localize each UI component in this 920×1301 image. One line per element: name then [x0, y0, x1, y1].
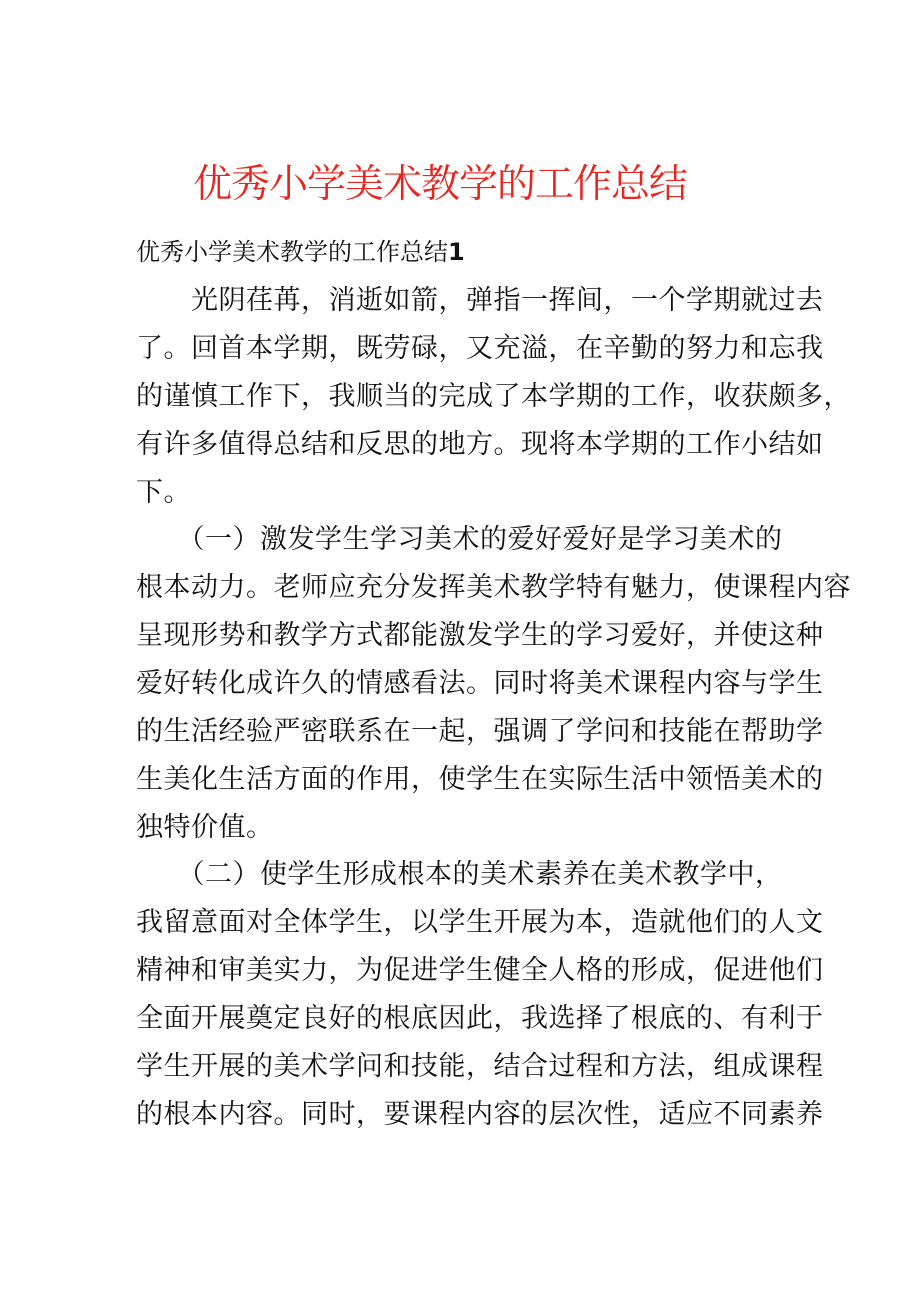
paragraph-line: 精神和审美实力，为促进学生健全人格的形成，促进他们 [136, 955, 824, 986]
section-heading [136, 234, 465, 270]
paragraph-line: （二）使学生形成根本的美术素养在美术教学中， [136, 859, 783, 890]
paragraph-line: 我留意面对全体学生，以学生开展为本，造就他们的人文 [136, 907, 824, 938]
paragraph-line: 独特价值。 [136, 812, 274, 843]
paragraph-line: 的生活经验严密联系在一起，强调了学问和技能在帮助学 [136, 716, 824, 747]
paragraph-line: 爱好转化成许久的情感看法。同时将美术课程内容与学生 [136, 668, 824, 699]
document-title: 优秀小学美术教学的工作总结 [192, 162, 687, 207]
paragraph-line: 了。回首本学期，既劳碌，又充溢，在辛勤的努力和忘我 [136, 333, 824, 364]
paragraph-line: 根本动力。老师应充分发挥美术教学特有魅力，使课程内容 [136, 572, 851, 603]
paragraph-line: 全面开展奠定良好的根底因此，我选择了根底的、有利于 [136, 1003, 824, 1034]
paragraph-line: 学生开展的美术学问和技能，结合过程和方法，组成课程 [136, 1051, 824, 1082]
paragraph-line: 呈现形势和教学方式都能激发学生的学习爱好，并使这种 [136, 620, 824, 651]
paragraph-line: 有许多值得总结和反思的地方。现将本学期的工作小结如 [136, 429, 824, 460]
section-heading-number: 1 [448, 238, 465, 266]
paragraph-line: 生美化生活方面的作用，使学生在实际生活中领悟美术的 [136, 764, 824, 795]
paragraph-line: 的谨慎工作下，我顺当的完成了本学期的工作，收获颇多， [136, 381, 851, 412]
paragraph-line: 光阴荏苒，消逝如箭，弹指一挥间，一个学期就过去 [136, 285, 824, 316]
paragraph-line: （一）激发学生学习美术的爱好爱好是学习美术的 [136, 524, 783, 555]
paragraph-line: 下。 [136, 477, 191, 508]
paragraph-line: 的根本内容。同时，要课程内容的层次性，适应不同素养 [136, 1099, 824, 1130]
section-heading-text: 优秀小学美术教学的工作总结 [136, 238, 448, 266]
